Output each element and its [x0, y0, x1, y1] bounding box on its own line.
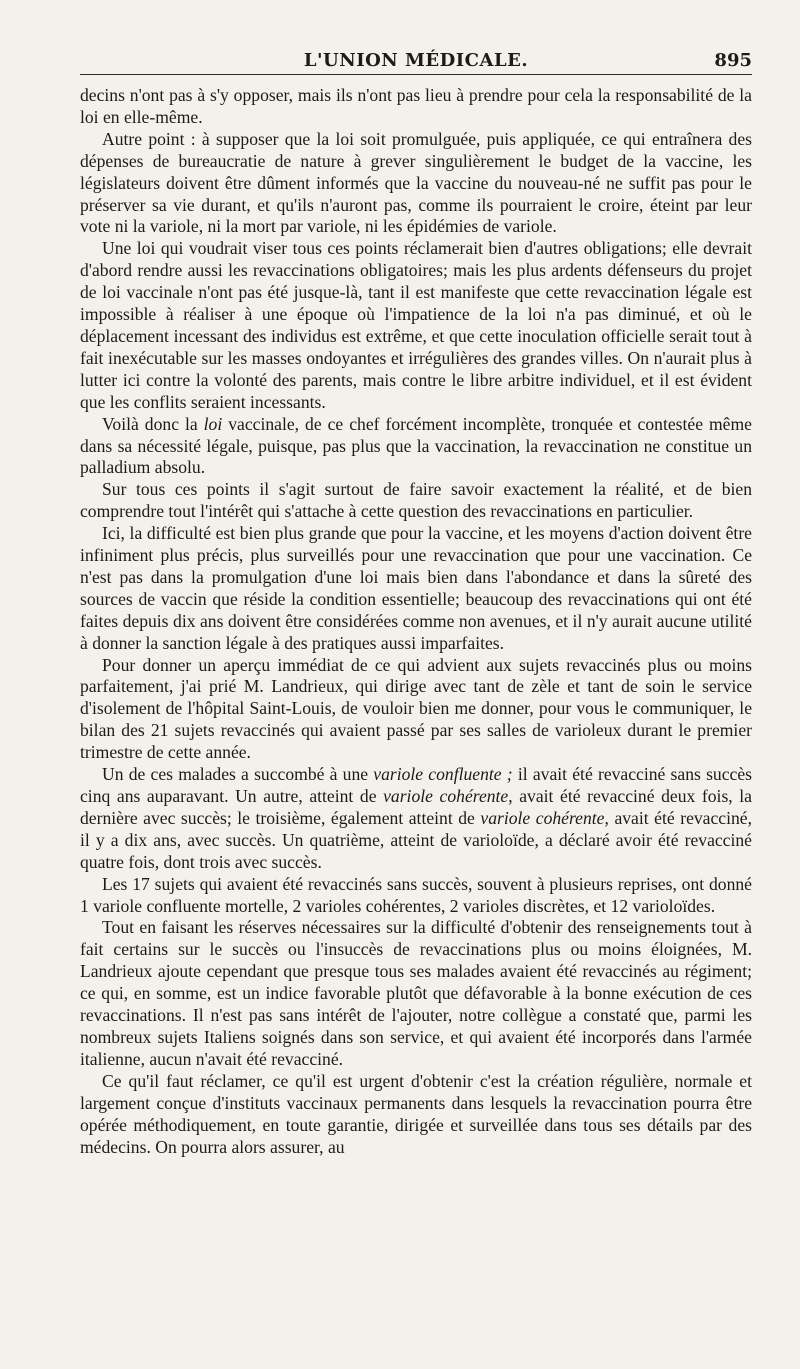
italic-term: variole cohérente [480, 807, 605, 828]
italic-term: loi [203, 413, 223, 434]
paragraph [80, 917, 752, 1070]
paragraph-text: il avait été revacciné sans succès cinq ans auparavant. Un autre, atteint de [80, 764, 752, 806]
page-header [80, 44, 752, 75]
paragraph-text: Tout en faisant les réserves nécessaires sur la difficulté d'obtenir des renseignements tout à fait certains sur le succès ou l'insuccès de revaccinations plus ou moins éloignées, M. Landrieux ajoute cependant que presque tous ses malades avaient été revaccinés au régiment; ce qui, en somme, est un indice favorable plutôt que défavorable à la bonne exécution de ces revaccinations. Il n'est pas sans intérêt de l'ajouter, notre collègue a constaté que, parmi les nombreux sujets Italiens soignés dans son service, et qui avaient été incorporés dans l'armée italienne, aucun n'avait été revacciné. [80, 917, 752, 1069]
paragraph [80, 655, 752, 765]
paragraph [80, 129, 752, 239]
paragraph-text: decins n'ont pas à s'y opposer, mais ils n'ont pas lieu à prendre pour cela la responsabilité de la loi en elle-même. [80, 85, 752, 127]
paragraph-text: , avait été revacciné deux fois, la dernière avec succès; le troisième, également atteint de [80, 786, 752, 828]
italic-term: variole confluente ; [373, 764, 513, 785]
paragraph-text: Pour donner un aperçu immédiat de ce qui advient aux sujets revaccinés plus ou moins parfaitement, j'ai prié M. Landrieux, qui dirige avec tant de zèle et tant de soin le service d'isolement de l'hôpital Saint-Louis, de vouloir bien me donner, pour vous le communiquer, le bilan des 21 sujets revaccinés qui avaient passé par ses salles de varioleux durant le premier trimestre de cette année. [80, 654, 752, 763]
running-title: L'UNION MÉDICALE. [303, 50, 529, 71]
paragraph [80, 523, 752, 654]
paragraph [80, 764, 752, 874]
paragraph-text: Une loi qui voudrait viser tous ces points réclamerait bien d'autres obligations; elle devrait d'abord rendre aussi les revaccinations obligatoires; mais les plus ardents défenseurs du projet de loi vaccinale n'ont pas été jusque-là, tant il est manifeste que cette revaccination légale est impossible à réaliser à une époque où l'impatience de la loi n'a pas diminué, et où le déplacement incessant des individus est extrême, et que cette inoculation officielle serait tout à fait inexécutable sur les masses ondoyantes et irrégulières des grandes villes. On n'aurait plus à lutter ici contre la volonté des parents, mais contre le libre arbitre individuel, et il est évident que les conflits seraient incessants. [80, 238, 752, 412]
page-number: 895 [714, 50, 752, 71]
paragraph-text: Autre point : à supposer que la loi soit promulguée, puis appliquée, ce qui entraînera des dépenses de bureaucratie de nature à grever singulièrement le budget de la vaccine, les législateurs doivent être dûment informés que la vaccine du nouveau-né ne suffit pas pour le préserver sa vie durant, et qu'ils n'auront pas, comme ils pourraient le croire, éteint par leur vote ni la variole, ni la mort par variole, ni les épidémies de variole. [80, 128, 752, 237]
paragraph [80, 1071, 752, 1159]
paragraph-text: Ce qu'il faut réclamer, ce qu'il est urgent d'obtenir c'est la création régulière, normale et largement conçue d'instituts vaccinaux permanents dans lesquels la revaccination pourra être opérée méthodiquement, en toute garantie, dirigée et surveillée dans tous ses détails par des médecins. On pourra alors assurer, au [80, 1070, 752, 1157]
paragraph-text: Ici, la difficulté est bien plus grande que pour la vaccine, et les moyens d'action doivent être infiniment plus précis, plus surveillés pour une revaccination que pour une vaccination. Ce n'est pas dans la promulgation d'une loi mais bien dans l'abondance et dans la sûreté des sources de vaccin que réside la condition essentielle; beaucoup des revaccinations qui ont été faites depuis dix ans doivent être considérées comme non avenues, et il n'y aurait aucune utilité à donner la sanction légale à des pratiques aussi imparfaites. [80, 523, 752, 653]
paragraph [80, 85, 752, 129]
paragraph [80, 874, 752, 918]
article-body [80, 85, 752, 1158]
italic-term: variole cohérente [383, 786, 509, 806]
paragraph-text: Un de ces malades a succombé à une [102, 764, 374, 785]
paragraph [80, 479, 752, 523]
paragraph-text: Voilà donc la [102, 413, 204, 434]
paragraph [80, 238, 752, 413]
paragraph-text: vaccinale, de ce chef forcément incomplète, tronquée et contestée même dans sa nécessité légale, puisque, pas plus que la vaccination, la revaccination ne constitue un palladium absolu. [80, 413, 752, 478]
paragraph-text: , avait été revacciné, il y a dix ans, avec succès. Un quatrième, atteint de varioloïde, a déclaré avoir été revacciné quatre fois, dont trois avec succès. [80, 807, 752, 872]
paragraph-text: Les 17 sujets qui avaient été revaccinés sans succès, souvent à plusieurs reprises, ont donné 1 variole confluente mortelle, 2 varioles cohérentes, 2 varioles discrètes, et 12 varioloïdes. [80, 873, 752, 916]
paragraph-text: Sur tous ces points il s'agit surtout de faire savoir exactement la réalité, et de bien comprendre tout l'intérêt qui s'attache à cette question des revaccinations en particulier. [80, 479, 752, 522]
paragraph [80, 414, 752, 480]
